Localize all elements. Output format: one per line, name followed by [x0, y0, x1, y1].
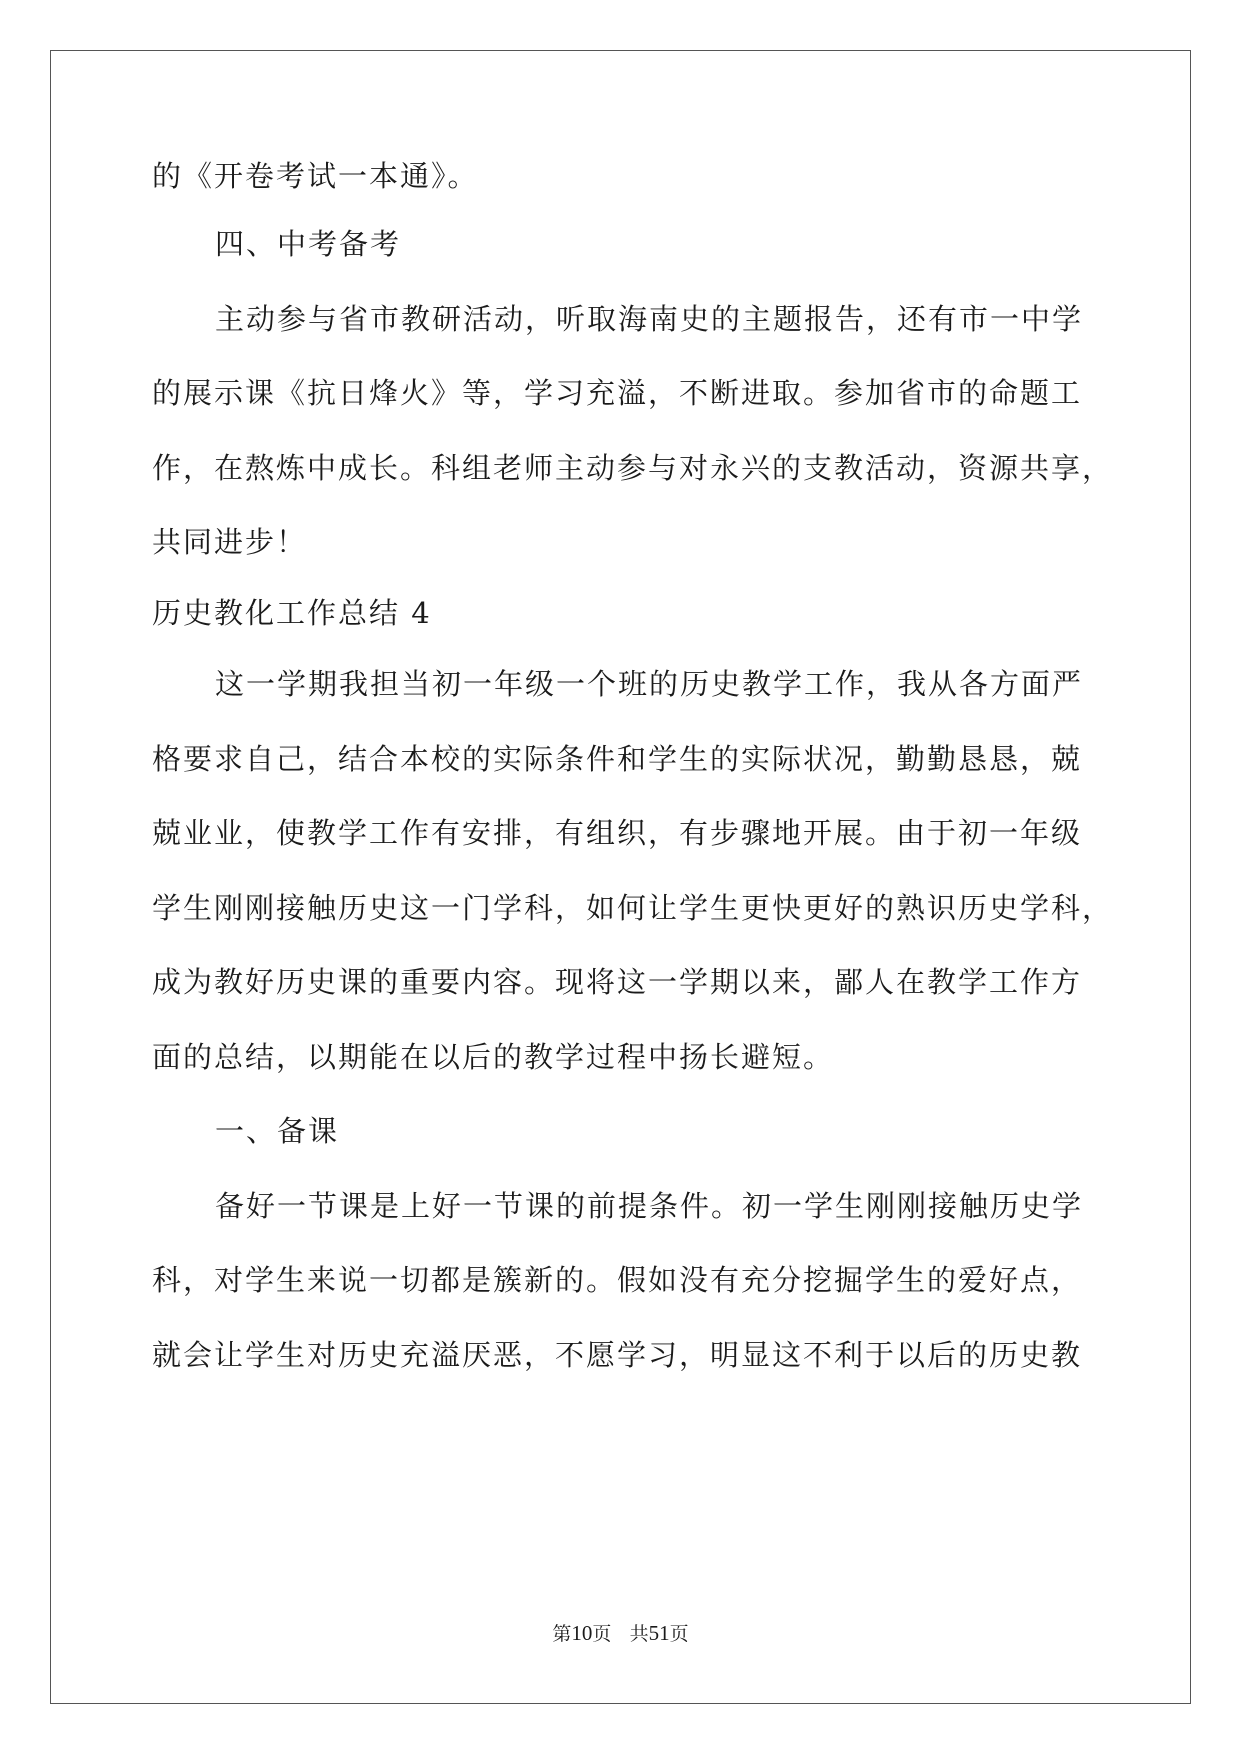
text-line-9: 格要求自己，结合本校的实际条件和学生的实际状况，勤勤恳恳，兢: [152, 742, 1083, 776]
article-title: 历史教化工作总结 4: [152, 596, 432, 630]
text-line-5: 作，在熬炼中成长。科组老师主动参与对永兴的支教活动，资源共享，: [152, 451, 1114, 485]
text-line-11: 学生刚刚接触历史这一门学科，如何让学生更快更好的熟识历史学科，: [152, 891, 1114, 925]
footer-page-prefix: 第: [552, 1623, 572, 1645]
text-line-8: 这一学期我担当初一年级一个班的历史教学工作，我从各方面严: [215, 667, 1084, 701]
text-line-13: 面的总结，以期能在以后的教学过程中扬长避短。: [152, 1040, 835, 1074]
footer-total-prefix: 共: [629, 1623, 649, 1645]
text-line-3: 主动参与省市教研活动，听取海南史的主题报告，还有市一中学: [215, 302, 1084, 336]
text-line-12: 成为教好历史课的重要内容。现将这一学期以来，鄙人在教学工作方: [152, 965, 1083, 999]
page-footer: [0, 1620, 1241, 1647]
footer-page-suffix: 页: [592, 1623, 612, 1645]
text-line-6: 共同进步！: [152, 525, 308, 559]
text-line-15: 备好一节课是上好一节课的前提条件。初一学生刚刚接触历史学: [215, 1189, 1084, 1223]
text-line-17: 就会让学生对历史充溢厌恶，不愿学习，明显这不利于以后的历史教: [152, 1338, 1083, 1372]
footer-total-suffix: 页: [669, 1623, 689, 1645]
text-line-4: 的展示课《抗日烽火》等，学习充溢，不断进取。参加省市的命题工: [152, 376, 1083, 410]
text-line-10: 兢业业，使教学工作有安排，有组织，有步骤地开展。由于初一年级: [152, 816, 1083, 850]
section-heading-beike: 一、备课: [215, 1114, 340, 1148]
footer-total-pages: 51: [648, 1621, 670, 1645]
text-line-1: 的《开卷考试一本通》。: [152, 159, 479, 193]
footer-current-page: 10: [571, 1621, 593, 1645]
section-heading-zhongkao: 四、中考备考: [215, 227, 402, 261]
text-line-16: 科，对学生来说一切都是簇新的。假如没有充分挖掘学生的爱好点，: [152, 1263, 1083, 1297]
